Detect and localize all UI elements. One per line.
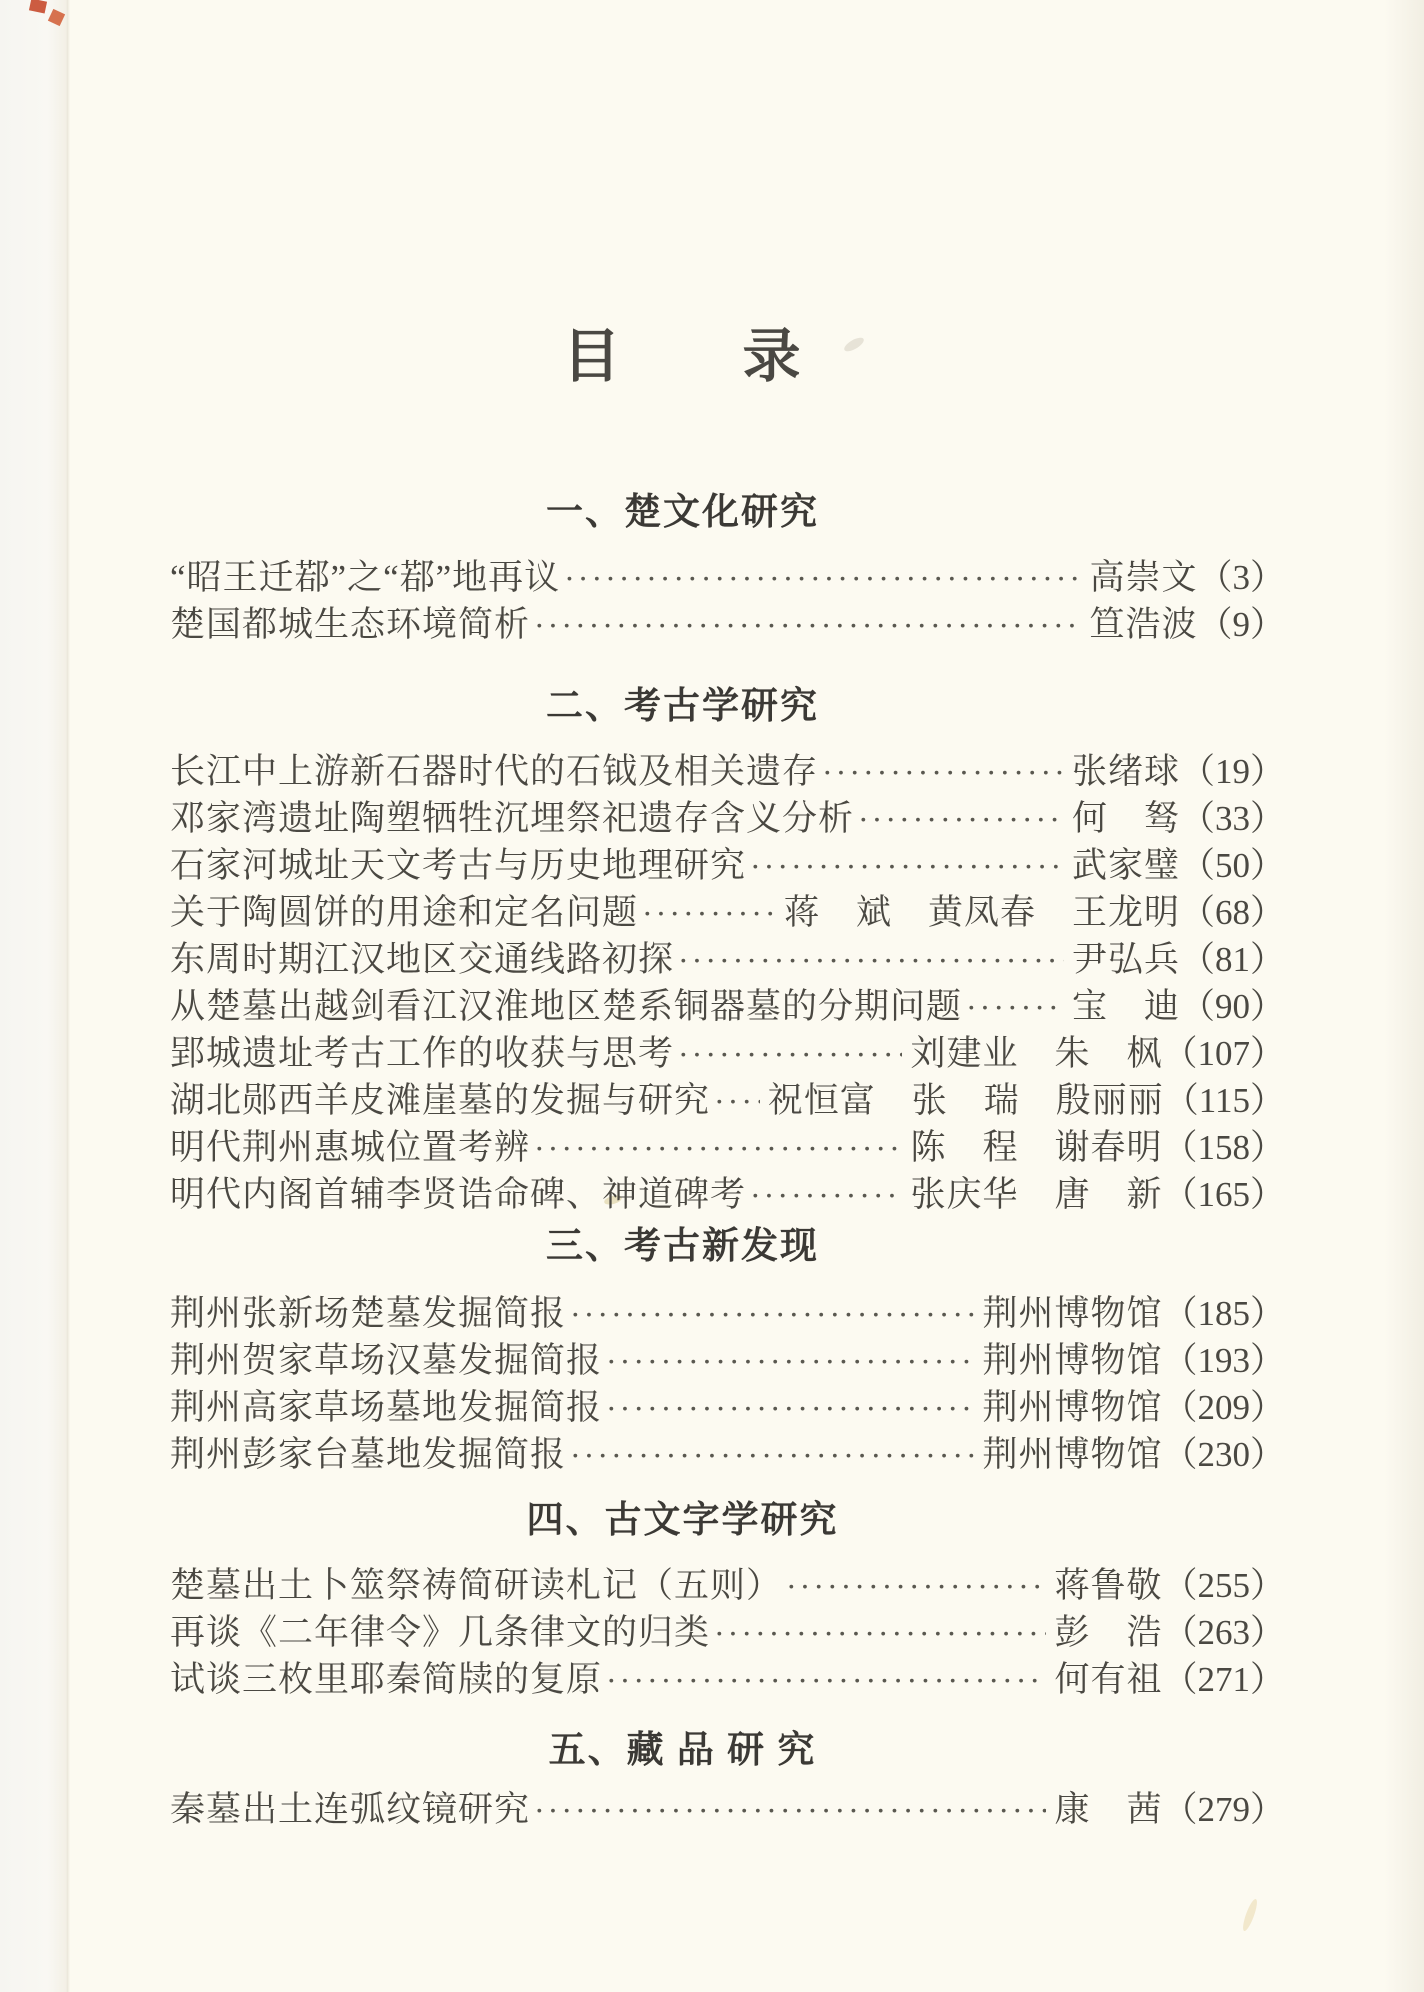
entry-title: “昭王迁鄀”之“鄀”地再议 (170, 558, 561, 597)
toc-entry (170, 1124, 1285, 1171)
dot-leader (966, 984, 1064, 1031)
entry-authors: 笪浩波 (1089, 605, 1198, 644)
dot-leader (570, 1432, 974, 1479)
dot-leader (606, 1657, 1046, 1704)
section-heading-2: 二、考古学研究 (546, 686, 819, 727)
page-title: 目 录 (562, 324, 803, 389)
entry-authors: 张庆华 唐 新 (910, 1175, 1163, 1214)
toc-entry (170, 936, 1285, 983)
scan-artifact-smudge (1240, 1898, 1259, 1933)
toc-entry (170, 1290, 1285, 1337)
dot-leader (750, 843, 1064, 890)
entry-title: 秦墓出土连弧纹镜研究 (170, 1790, 531, 1829)
toc-entry (170, 1384, 1285, 1431)
toc-entry (170, 842, 1285, 889)
toc-entry (170, 1431, 1285, 1478)
entry-authors: 蒋鲁敬 (1054, 1566, 1163, 1605)
toc-entry (170, 983, 1285, 1030)
dot-leader (822, 749, 1064, 796)
dot-leader (858, 796, 1064, 843)
toc-entry (170, 1171, 1285, 1218)
entry-title: 楚墓出土卜筮祭祷简研读札记（五则） (170, 1566, 783, 1605)
section-4-entries (170, 1562, 1285, 1703)
entry-page-number: （263） (1162, 1613, 1285, 1652)
entry-page-number: （3） (1197, 558, 1285, 597)
page-right-shade (1384, 0, 1424, 1992)
entry-page-number: （255） (1162, 1566, 1285, 1605)
entry-page-number: （19） (1179, 752, 1285, 791)
toc-entry (170, 1337, 1285, 1384)
entry-title: 荆州彭家台墓地发掘简报 (170, 1435, 567, 1474)
toc-entry (170, 1609, 1285, 1656)
entry-authors: 尹弘兵 (1071, 940, 1180, 979)
entry-title: 郢城遗址考古工作的收获与思考 (170, 1034, 675, 1073)
toc-entry (170, 1030, 1285, 1077)
dot-leader (642, 890, 776, 937)
entry-authors: 康 茜 (1054, 1790, 1163, 1829)
dot-leader (678, 937, 1064, 984)
entry-title: 明代内阁首辅李贤诰命碑、神道碑考 (170, 1175, 747, 1214)
entry-title: 从楚墓出越剑看江汉淮地区楚系铜器墓的分期问题 (170, 987, 963, 1026)
entry-authors: 荆州博物馆 (982, 1435, 1163, 1474)
dot-leader (534, 1787, 1046, 1834)
entry-page-number: （185） (1162, 1294, 1285, 1333)
entry-authors: 蒋 斌 黄凤春 王龙明 (783, 893, 1180, 932)
section-heading-5: 五、藏 品 研 究 (548, 1730, 817, 1771)
entry-title: 东周时期江汉地区交通线路初探 (170, 940, 675, 979)
entry-authors: 荆州博物馆 (982, 1388, 1163, 1427)
entry-authors: 张绪球 (1071, 752, 1180, 791)
page-left-edge (0, 0, 68, 1992)
entry-title: 楚国都城生态环境简析 (170, 605, 531, 644)
entry-title: 明代荆州惠城位置考辨 (170, 1128, 531, 1167)
entry-title: 荆州高家草场墓地发掘简报 (170, 1388, 603, 1427)
dot-leader (678, 1031, 902, 1078)
entry-authors: 陈 程 谢春明 (910, 1128, 1163, 1167)
entry-title: 长江中上游新石器时代的石钺及相关遗存 (170, 752, 819, 791)
entry-page-number: （68） (1179, 893, 1285, 932)
entry-title: 再谈《二年律令》几条律文的归类 (170, 1613, 711, 1652)
toc-entry (170, 1077, 1285, 1124)
entry-authors: 宝 迪 (1071, 987, 1180, 1026)
dot-leader (564, 555, 1081, 602)
toc-entry (170, 889, 1285, 936)
dot-leader (714, 1610, 1046, 1657)
entry-authors: 武家璧 (1071, 846, 1180, 885)
section-2-entries (170, 748, 1285, 1218)
entry-page-number: （271） (1162, 1660, 1285, 1699)
entry-page-number: （193） (1162, 1341, 1285, 1380)
entry-page-number: （279） (1162, 1790, 1285, 1829)
entry-page-number: （81） (1179, 940, 1285, 979)
toc-entry (170, 554, 1285, 601)
entry-title: 石家河城址天文考古与历史地理研究 (170, 846, 747, 885)
toc-entry (170, 601, 1285, 648)
entry-page-number: （33） (1179, 799, 1285, 838)
entry-title: 关于陶圆饼的用途和定名问题 (170, 893, 639, 932)
entry-page-number: （158） (1162, 1128, 1285, 1167)
entry-authors: 祝恒富 张 瑞 殷丽丽 (767, 1081, 1164, 1120)
entry-page-number: （50） (1179, 846, 1285, 885)
entry-authors: 何 驽 (1071, 799, 1180, 838)
section-heading-4: 四、古文字学研究 (526, 1500, 839, 1541)
dot-leader (786, 1563, 1046, 1610)
entry-authors: 荆州博物馆 (982, 1294, 1163, 1333)
section-heading-3: 三、考古新发现 (546, 1226, 819, 1267)
entry-page-number: （9） (1197, 605, 1285, 644)
entry-authors: 何有祖 (1054, 1660, 1163, 1699)
entry-title: 邓家湾遗址陶塑牺牲沉埋祭祀遗存含义分析 (170, 799, 855, 838)
entry-title: 试谈三枚里耶秦简牍的复原 (170, 1660, 603, 1699)
entry-page-number: （107） (1162, 1034, 1285, 1073)
entry-page-number: （209） (1162, 1388, 1285, 1427)
toc-entry (170, 1786, 1285, 1833)
page-edge-crease (68, 0, 70, 1992)
entry-page-number: （165） (1162, 1175, 1285, 1214)
entry-page-number: （90） (1179, 987, 1285, 1026)
entry-authors: 刘建业 朱 枫 (910, 1034, 1163, 1073)
section-5-entries (170, 1786, 1285, 1833)
entry-authors: 彭 浩 (1054, 1613, 1163, 1652)
dot-leader (534, 1125, 902, 1172)
dot-leader (570, 1291, 974, 1338)
section-3-entries (170, 1290, 1285, 1478)
entry-authors: 荆州博物馆 (982, 1341, 1163, 1380)
entry-title: 荆州张新场楚墓发掘简报 (170, 1294, 567, 1333)
section-1-entries (170, 554, 1285, 648)
toc-entry (170, 795, 1285, 842)
toc-entry (170, 748, 1285, 795)
section-heading-1: 一、楚文化研究 (546, 492, 819, 533)
dot-leader (606, 1338, 974, 1385)
dot-leader (534, 602, 1081, 649)
entry-title: 荆州贺家草场汉墓发掘简报 (170, 1341, 603, 1380)
entry-page-number: （115） (1163, 1081, 1285, 1120)
dot-leader (750, 1172, 902, 1219)
entry-title: 湖北郧西羊皮滩崖墓的发掘与研究 (170, 1081, 711, 1120)
entry-authors: 高崇文 (1089, 558, 1198, 597)
dot-leader (606, 1385, 974, 1432)
toc-entry (170, 1656, 1285, 1703)
entry-page-number: （230） (1162, 1435, 1285, 1474)
dot-leader (714, 1078, 760, 1125)
toc-entry (170, 1562, 1285, 1609)
